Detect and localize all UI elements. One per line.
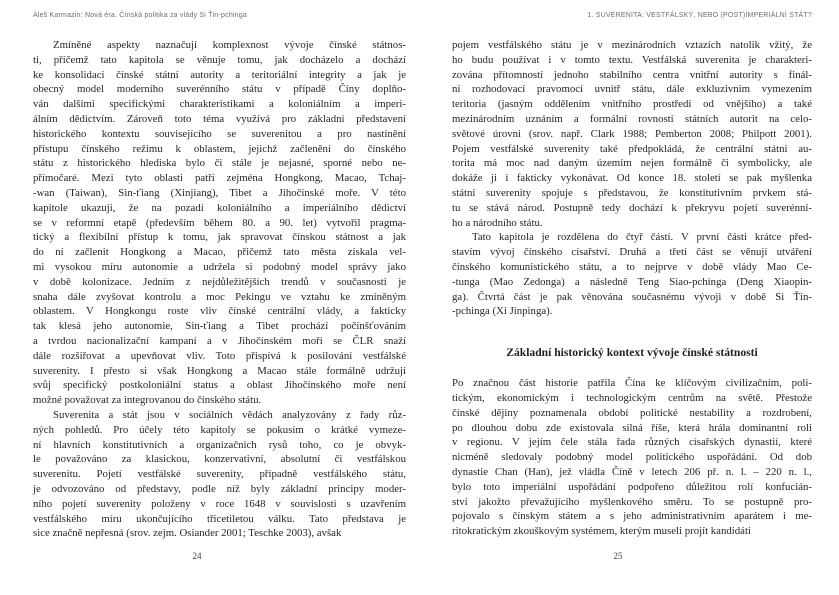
text-line: ního pojetí suverenity položeny v roce 1648 v souvislosti s uzavřením: [33, 497, 406, 510]
text-line: tu se stává národ. Postupně tedy dochází k překryvu pojetí suverénní-: [452, 201, 812, 214]
text-line: álním dědictvím. Zároveň toto téma využívá pro základní představení: [33, 112, 406, 125]
text-line: zována přítomností jednoho stabilního centra vnitřní autority s finál-: [452, 68, 812, 81]
text-line: státu z historického hlediska bylo či stále je nejasné, sporné nebo ne-: [33, 157, 406, 170]
text-line: historického kontextu souvisejícího se suverenitou a pro nastínění: [33, 127, 406, 140]
text-line: pojem vestfálského státu je v mezinárodních vztazích natolik vžitý, že: [452, 39, 812, 51]
text-line: suverenity. I přesto si však Hongkong a Macao stále formálně udržují: [33, 364, 406, 377]
text-line: bylo toto imperiální uspořádání podpořeno důležitou rolí konfucián-: [452, 480, 812, 493]
text-line: ho budu používat i v tomto textu. Vestfálská suverenita je charakteri-: [452, 53, 812, 66]
paragraph: [452, 38, 812, 230]
page-number-right: 25: [613, 551, 623, 561]
text-line: se v reformní etapě (především během 80. a 90. let) vytvořil pragma-: [33, 216, 406, 229]
text-line: obecný model moderního suverénního státu v případě Číny doplňo-: [33, 83, 406, 96]
text-line: nicméně sledovaly podobný model politického uspořádání. Od dob: [452, 451, 812, 464]
text-line: mi vysokou míru autonomie a udržela si podobný model správy jako: [33, 260, 406, 273]
running-head-left: Aleš Karmazin: Nová éra. Čínská politika za vlády Si Ťin-pchinga: [33, 12, 247, 19]
text-line: po dlouhou dobu zde existovala silná říše, která hrála dominantní roli: [452, 421, 812, 434]
text-line: Pojem vestfálské suverenity také předpokládá, že centrální státní au-: [452, 142, 812, 155]
text-line: ritokratickým zkouškovým systémem, kterým museli projít kandidáti: [452, 525, 751, 538]
text-line: možné považovat za integrovanou do čínského státu.: [33, 394, 262, 407]
text-line: snaha dále zvyšovat kontrolu a moc Pekingu ve vztahu ke zmíněným: [33, 290, 406, 303]
text-column-right: [452, 38, 812, 539]
text-line: v době kolonizace. Jedním z nejdůležitějších trendů v současnosti je: [33, 275, 406, 288]
text-line: -wan (Taiwan), Sin-ťiang (Xinjiang), Tibet a Jihočínské moře. V této: [33, 186, 406, 199]
text-line: -tunga (Mao Zedonga) a následně Teng Siao-pchinga (Deng Xiaopin-: [452, 275, 812, 288]
text-line: suverenitu. Pojetí vestfálské suverenity, případně vestfálského státu,: [33, 468, 406, 481]
text-line: le považováno za klasickou, konzervativní, absolutní či vestfálskou: [33, 453, 406, 466]
text-line: Tato kapitola je rozdělena do čtyř částí. V první části krátce před-: [472, 231, 812, 244]
text-line: sice značně nepřesná (srov. zejm. Osiander 2001; Teschke 2003), avšak: [33, 527, 342, 540]
text-line: přístupu čínského režimu k oblastem, jejichž začlenění do čínského: [33, 142, 406, 155]
text-line: ti, přičemž tato kapitola se věnuje tomu, jak docházelo a dochází: [33, 53, 406, 66]
text-line: vestfálského míru ukončujícího třicetiletou válku. Tato představa je: [33, 512, 406, 525]
text-line: ných pohledů. Pro účely této kapitoly se pokusím o krátké vymeze-: [33, 423, 406, 436]
text-line: dokáže ji i fakticky vykonávat. Od konce 18. století se pak myšlenka: [452, 172, 812, 185]
text-line: torita má moc nad daným územím nejen formálně či symbolicky, ale: [452, 157, 812, 170]
text-line: ství jakožto převažujícího myšlenkového směru. To se postupně pro-: [452, 495, 812, 508]
text-line: dále rozšiřovat a upevňovat vliv. Toto přispívá k posilování vestfálské: [33, 349, 406, 362]
text-column-left: [33, 38, 406, 541]
text-line: dynastie Chan (Han), jež vládla Číně v letech 206 př. n. l. – 220 n. l.,: [452, 465, 812, 478]
text-line: mezinárodním uznáním a formální rovností státních autorit na celo-: [452, 112, 812, 125]
text-line: a tvrdou nacionalizační kampaní a v Jihočínském moři se ČLR snaží: [33, 334, 406, 347]
section-heading: Základní historický kontext vývoje čínské státnosti: [506, 346, 758, 360]
paragraph: [33, 38, 406, 408]
paragraph: [33, 408, 406, 541]
text-line: ho a národního státu.: [452, 216, 543, 229]
text-line: -pchinga (Xi Jinpinga).: [452, 305, 553, 318]
page-number-left: 24: [192, 551, 202, 561]
text-line: ní hlavních konstitutivních a organizačních rysů toho, co je obvyk-: [33, 438, 406, 451]
text-line: pojovalo s čínským státem a s jeho administrativním aparátem i me-: [452, 510, 812, 523]
text-line: ke konsolidaci čínské státní autority a teritoriální integrity a jak je: [33, 68, 406, 81]
running-head-right: 1. SUVERENITA: VESTFÁLSKÝ, NEBO (POST)IMPERIÁLNÍ STÁT?: [587, 12, 812, 19]
text-line: do ní začlenit Hongkong a Macao, přičemž tato města získala vel-: [33, 246, 406, 259]
text-line: světové úrovni (srov. např. Clark 1988; Pemberton 2008; Philpott 2001).: [452, 127, 812, 140]
text-line: tak klesá jeho autonomie, Sin-ťiang a Tibet prochází počínšťováním: [33, 320, 406, 333]
paragraph: [452, 376, 812, 539]
text-line: přímočaré. Mezi tyto oblasti patří zejména Hongkong, Macao, Tchaj-: [33, 172, 406, 185]
text-line: Zmíněné aspekty naznačují komplexnost vývoje čínské státnos-: [53, 39, 406, 51]
text-line: ván dalšími specifickými charakteristikami a koloniálním a imperi-: [33, 98, 406, 111]
text-line: čínské dějiny poznamenala období politické nestability a rozdrobení,: [452, 406, 812, 419]
text-line: v regionu. V jejím čele stála řada různých císařských dynastií, které: [452, 436, 812, 449]
text-line: čínského komunistického státu, a to nejprve v době vlády Mao Ce-: [452, 260, 812, 273]
text-line: tický a flexibilní přístup k tomu, jak spravovat čínskou státnost a jak: [33, 231, 406, 244]
text-line: stavím vývoj čínského císařství. Druhá a třetí část se věnují utváření: [452, 246, 812, 259]
text-line: kapitole ukazuji, že na pozadí koloniálního a imperiálního dědictví: [33, 201, 406, 214]
text-line: oblastem. V Hongkongu roste vliv čínské centrální vlády, a fakticky: [33, 305, 406, 318]
text-line: svůj specifický postkoloniální status a oblast Jihočínského moře není: [33, 379, 406, 392]
text-line: Po značnou část historie patřila Čína ke klíčovým civilizačním, poli-: [452, 377, 812, 390]
text-line: ga). Čtvrtá část je pak věnována současnému vývoji v době Si Ťin-: [452, 290, 812, 303]
text-line: tickým, ekonomickým i technologickým centrům na světě. Přestože: [452, 391, 812, 404]
text-line: Suverenita a stát jsou v sociálních vědách analyzovány z řady růz-: [53, 408, 406, 421]
text-line: státní suverenity spojuje s představou, že konstitutivním prvkem stá-: [452, 186, 812, 199]
text-line: ní rozhodovací pravomocí uvnitř státu, dále exkluzivním vymezením: [452, 83, 812, 96]
text-line: teritoria (jasným oddělením vnitřního prostředí od vnějšího) a také: [452, 98, 812, 111]
paragraph: [452, 230, 812, 319]
text-line: je odvozováno od představy, podle níž byly základní principy moder-: [33, 482, 406, 495]
